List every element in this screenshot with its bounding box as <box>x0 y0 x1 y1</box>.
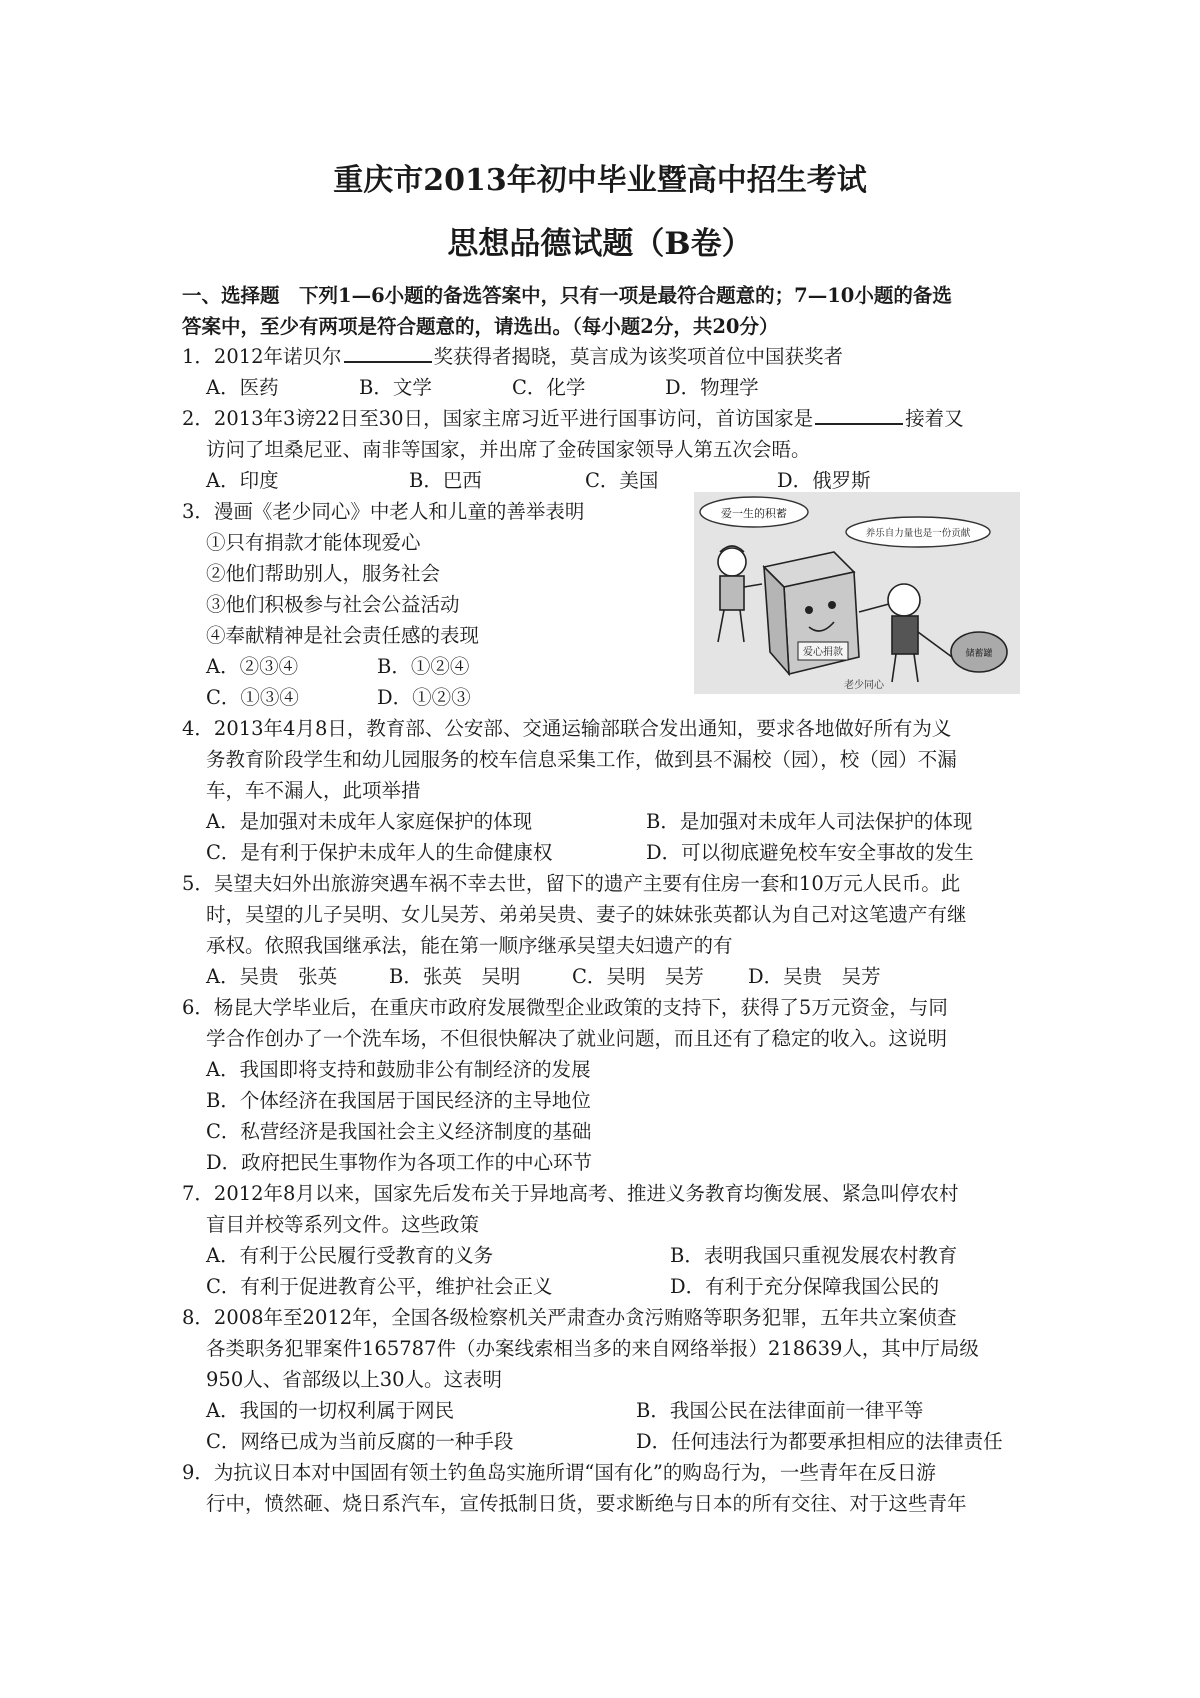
q6-option-b: B．个体经济在我国居于国民经济的主导地位 <box>206 1089 591 1112</box>
q6-option-a: A．我国即将支持和鼓励非公有制经济的发展 <box>206 1058 591 1081</box>
question-1-stem: 1．2012年诺贝尔 奖获得者揭晓，莫言成为该奖项首位中国获奖者 <box>182 345 844 368</box>
q5-option-a: A．吴贵 张英 <box>206 965 338 988</box>
svg-text:爱一生的积蓄: 爱一生的积蓄 <box>721 507 787 520</box>
q7-option-b: B．表明我国只重视发展农村教育 <box>670 1244 958 1267</box>
q7-option-c: C．有利于促进教育公平，维护社会正义 <box>206 1275 553 1298</box>
q8-option-c: C．网络已成为当前反腐的一种手段 <box>206 1430 514 1453</box>
q3-option-d: D．①②③ <box>377 686 471 709</box>
q7-option-a: A．有利于公民履行受教育的义务 <box>206 1244 494 1267</box>
q8-option-b: B．我国公民在法律面前一律平等 <box>636 1399 924 1422</box>
question-9-line-2: 行中，愤然砸、烧日系汽车，宣传抵制日货，要求断绝与日本的所有交往、对于这些青年 <box>206 1492 967 1515</box>
q4-option-b: B．是加强对未成年人司法保护的体现 <box>646 810 973 833</box>
q3-option-b: B．①②④ <box>377 655 470 678</box>
cartoon-caption: 老少同心 <box>844 680 884 691</box>
q1-option-d: D．物理学 <box>665 376 759 399</box>
answer-blank <box>344 343 432 363</box>
q2-option-a: A．印度 <box>206 469 279 492</box>
q3-option-a: A．②③④ <box>206 655 299 678</box>
q6-option-c: C．私营经济是我国社会主义经济制度的基础 <box>206 1120 592 1143</box>
q5-option-d: D．吴贵 吴芳 <box>748 965 881 988</box>
q4-option-a: A．是加强对未成年人家庭保护的体现 <box>206 810 533 833</box>
q3-item-2: ②他们帮助别人，服务社会 <box>206 562 441 585</box>
piggy-bank <box>951 632 1007 672</box>
svg-text:储蓄罐: 储蓄罐 <box>965 649 993 659</box>
cartoon-illustration <box>694 492 1020 694</box>
exam-subtitle: 思想品德试题（B卷） <box>447 226 753 262</box>
question-9-line-1: 9．为抗议日本对中国固有领土钓鱼岛实施所谓“国有化”的购岛行为，一些青年在反日游 <box>182 1461 936 1484</box>
question-8-line-1: 8．2008年至2012年，全国各级检察机关严肃查办贪污贿赂等职务犯罪，五年共立案侦查 <box>182 1306 957 1329</box>
question-8-line-3: 950人、省部级以上30人。这表明 <box>206 1368 503 1391</box>
q3-item-4: ④奉献精神是社会责任感的表现 <box>206 624 480 647</box>
q4-option-c: C．是有利于保护未成年人的生命健康权 <box>206 841 553 864</box>
q1-option-a: A．医药 <box>206 376 279 399</box>
answer-blank <box>815 405 903 425</box>
question-7-line-1: 7．2012年8月以来，国家先后发布关于异地高考、推进义务教育均衡发展、紧急叫停农村 <box>182 1182 959 1205</box>
q8-option-d: D．任何违法行为都要承担相应的法律责任 <box>636 1430 1003 1453</box>
svg-text:养乐自力量也是一份贡献: 养乐自力量也是一份贡献 <box>865 528 971 539</box>
question-4-line-2: 务教育阶段学生和幼儿园服务的校车信息采集工作，做到县不漏校（园），校（园）不漏 <box>206 748 957 771</box>
q1-option-b: B．文学 <box>359 376 432 399</box>
q3-option-c: C．①③④ <box>206 686 299 709</box>
question-5-line-1: 5．吴望夫妇外出旅游突遇车祸不幸去世，留下的遗产主要有住房一套和10万元人民币。此 <box>182 872 961 895</box>
q2-option-b: B．巴西 <box>409 469 482 492</box>
q5-option-c: C．吴明 吴芳 <box>572 965 704 988</box>
speech-bubble-left <box>700 497 808 527</box>
q5-option-b: B．张英 吴明 <box>389 965 521 988</box>
question-2-stem: 2．2013年3谤22日至30日，国家主席习近平进行国事访问，首访国家是 接着又 <box>182 407 964 430</box>
question-5-line-2: 时，吴望的儿子吴明、女儿吴芳、弟弟吴贵、妻子的妹妹张英都认为自己对这笔遗产有继 <box>206 903 967 926</box>
q2-option-c: C．美国 <box>585 469 659 492</box>
speech-bubble-right <box>846 517 990 547</box>
question-4-line-3: 车，车不漏人，此项举措 <box>206 779 421 802</box>
question-3-stem: 3．漫画《老少同心》中老人和儿童的善举表明 <box>182 500 585 523</box>
q1-option-c: C．化学 <box>512 376 586 399</box>
question-5-line-3: 承权。依照我国继承法，能在第一顺序继承吴望夫妇遗产的有 <box>206 934 733 957</box>
q2-option-d: D．俄罗斯 <box>777 469 871 492</box>
question-2-line-2: 访问了坦桑尼亚、南非等国家，并出席了金砖国家领导人第五次会晤。 <box>206 438 811 461</box>
question-6-line-2: 学合作创办了一个洗车场，不但很快解决了就业问题，而且还有了稳定的收入。这说明 <box>206 1027 948 1050</box>
question-7-line-2: 盲目并校等系列文件。这些政策 <box>206 1213 480 1236</box>
q3-item-1: ①只有捐款才能体现爱心 <box>206 531 421 554</box>
q3-item-3: ③他们积极参与社会公益活动 <box>206 593 460 616</box>
q4-option-d: D．可以彻底避免校车安全事故的发生 <box>646 841 974 864</box>
q7-option-d: D．有利于充分保障我国公民的 <box>670 1275 940 1298</box>
question-8-line-2: 各类职务犯罪案件165787件（办案线索相当多的来自网络举报）218639人，其中厅局级 <box>206 1337 979 1360</box>
instruction-line-1: 一、选择题 下列1—6小题的备选答案中，只有一项是最符合题意的；7—10小题的备选 <box>182 284 952 307</box>
exam-title: 重庆市2013年初中毕业暨高中招生考试 <box>333 163 867 198</box>
question-6-line-1: 6．杨昆大学毕业后，在重庆市政府发展微型企业政策的支持下，获得了5万元资金，与同 <box>182 996 948 1019</box>
question-4-line-1: 4．2013年4月8日，教育部、公安部、交通运输部联合发出通知，要求各地做好所有为义 <box>182 717 952 740</box>
q8-option-a: A．我国的一切权利属于网民 <box>206 1399 455 1422</box>
svg-text:爱心捐款: 爱心捐款 <box>803 647 843 658</box>
q6-option-d: D．政府把民生事物作为各项工作的中心环节 <box>206 1151 593 1174</box>
instruction-line-2: 答案中，至少有两项是符合题意的，请选出。（每小题2分，共20分） <box>182 315 779 338</box>
